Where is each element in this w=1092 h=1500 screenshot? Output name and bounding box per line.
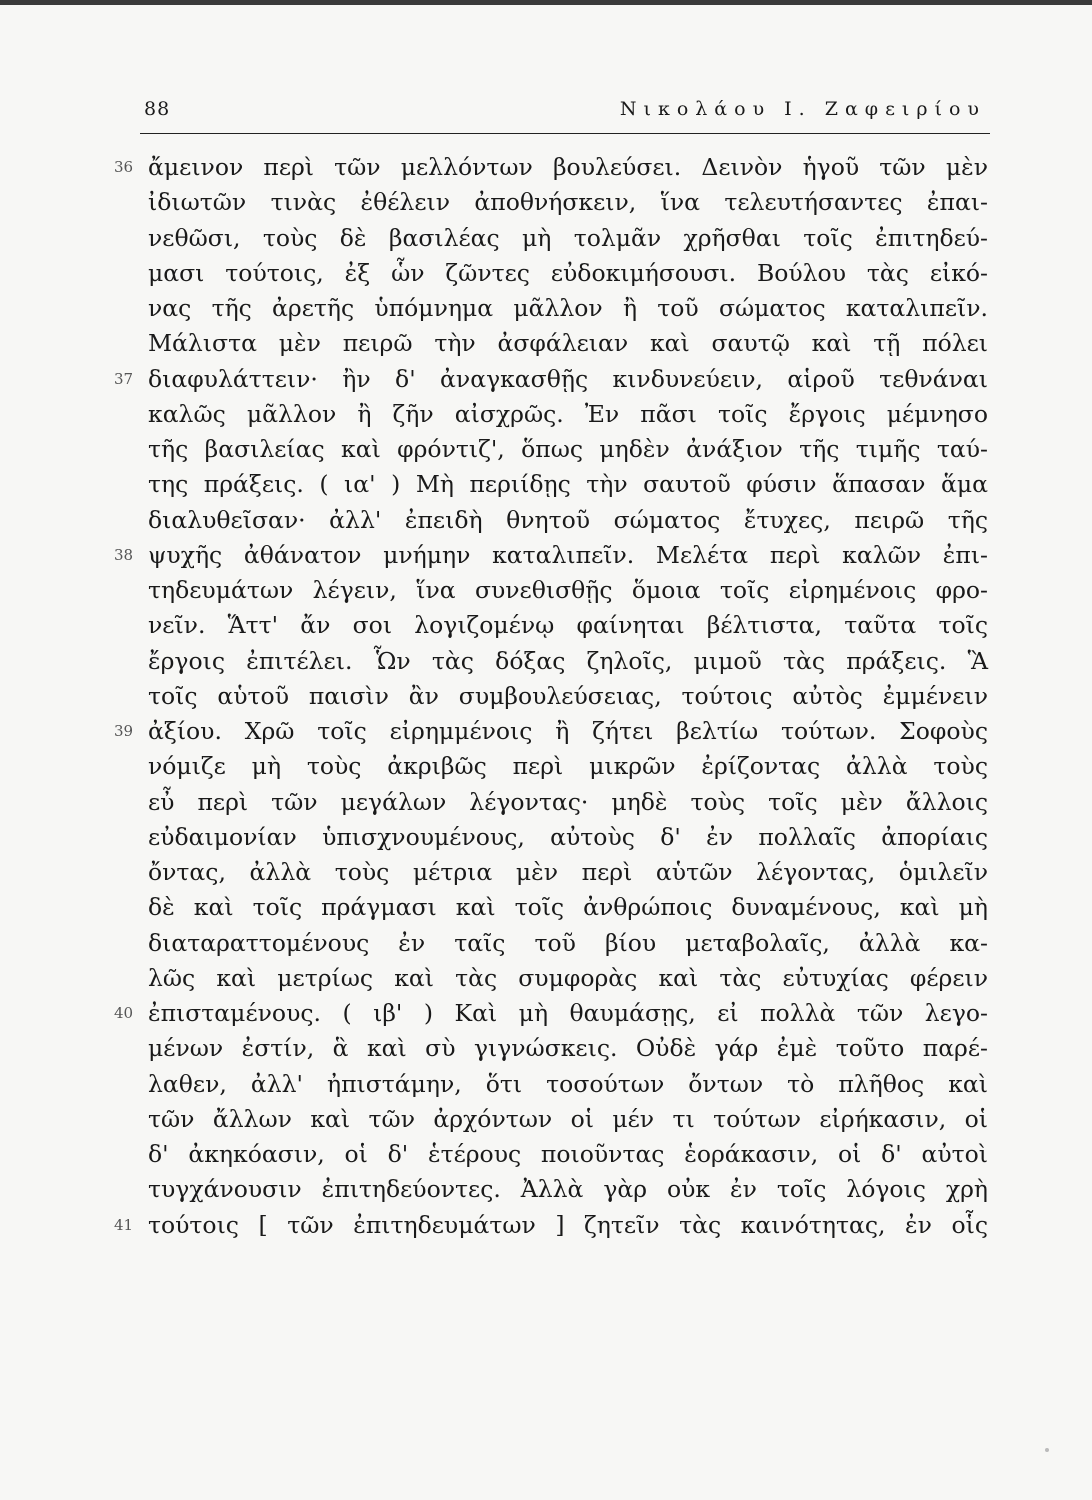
text-line — [148, 503, 988, 538]
text-line — [148, 467, 988, 502]
line-text: διαφυλάττειν· ἢν δ' ἀναγκασθῇς κινδυνεύειν, αἱροῦ τεθνάναι — [148, 364, 988, 393]
text-line — [148, 1102, 988, 1137]
line-text: τοῖς αὑτοῦ παισὶν ἂν συμβουλεύσειας, τούτοις αὐτὸς ἐμμένειν — [148, 681, 988, 710]
line-text: μένων ἐστίν, ἃ καὶ σὺ γιγνώσκεις. Οὐδὲ γάρ ἐμὲ τοῦτο παρέ- — [148, 1034, 988, 1063]
line-text: ἀξίου. Χρῶ τοῖς εἰρημμένοις ἢ ζήτει βελτίω τούτων. Σοφοὺς — [148, 717, 988, 745]
text-line — [148, 256, 988, 291]
text-line — [114, 714, 988, 749]
section-number: 38 — [114, 545, 134, 564]
text-line — [148, 573, 988, 608]
text-line — [114, 538, 988, 573]
line-text: νας τῆς ἀρετῆς ὑπόμνημα μᾶλλον ἢ τοῦ σώματος καταλιπεῖν. — [148, 294, 988, 322]
line-text: τυγχάνουσιν ἐπιτηδεύοντες. Ἀλλὰ γὰρ οὐκ ἐν τοῖς λόγοις χρὴ — [148, 1175, 988, 1204]
line-text: νόμιζε μὴ τοὺς ἀκριβῶς περὶ μικρῶν ἐρίζοντας ἀλλὰ τοὺς — [148, 752, 988, 781]
text-line — [148, 855, 988, 890]
text-line — [148, 608, 988, 643]
text-line — [114, 362, 988, 397]
text-line — [148, 890, 988, 925]
section-number: 39 — [114, 722, 134, 740]
line-text: τῆς βασιλείας καὶ φρόντιζ', ὅπως μηδὲν ἀνάξιον τῆς τιμῆς ταύ- — [148, 435, 988, 463]
line-text: εὐδαιμονίαν ὑπισχνουμένους, αὐτοὺς δ' ἐν πολλαῖς ἀπορίαις — [148, 822, 988, 851]
page-number: 88 — [144, 98, 171, 120]
line-text: ἄμεινον περὶ τῶν μελλόντων βουλεύσει. Δεινὸν ἡγοῦ τῶν μὲν — [148, 153, 988, 181]
line-text: ὄντας, ἀλλὰ τοὺς μέτρια μὲν περὶ αὑτῶν λέγοντας, ὁμιλεῖν — [148, 858, 988, 886]
line-text: τηδευμάτων λέγειν, ἵνα συνεθισθῇς ὅμοια τοῖς εἰρημένοις φρο- — [148, 576, 988, 604]
text-line — [148, 820, 988, 855]
line-text: δ' ἀκηκόασιν, οἱ δ' ἑτέρους ποιοῦντας ἑοράκασιν, οἱ δ' αὐτοὶ — [148, 1140, 988, 1168]
line-text: νεῖν. Ἅττ' ἄν σοι λογιζομένῳ φαίνηται βέλτιστα, ταῦτα τοῖς — [148, 611, 988, 640]
scan-speck — [1045, 1448, 1049, 1452]
section-number: 37 — [114, 369, 134, 388]
scan-edge — [0, 0, 1092, 5]
text-line — [148, 185, 988, 220]
text-line — [148, 291, 988, 326]
text-line — [148, 644, 988, 679]
text-line — [148, 679, 988, 714]
header-rule — [140, 133, 990, 134]
line-text: δὲ καὶ τοῖς πράγμασι καὶ τοῖς ἀνθρώποις δυναμένους, καὶ μὴ — [148, 893, 988, 922]
text-line — [148, 961, 988, 996]
section-number: 41 — [114, 1215, 134, 1234]
line-text: Μάλιστα μὲν πειρῶ τὴν ἀσφάλειαν καὶ σαυτῷ καὶ τῇ πόλει — [148, 329, 988, 358]
page-header — [140, 98, 990, 128]
body-text — [114, 150, 988, 1243]
text-line — [148, 326, 988, 361]
section-number: 40 — [114, 1004, 134, 1022]
line-text: λαθεν, ἀλλ' ἠπιστάμην, ὅτι τοσούτων ὄντων τὸ πλῆθος καὶ — [148, 1069, 988, 1098]
line-text: μασι τούτοις, ἐξ ὧν ζῶντες εὐδοκιμήσουσι. Βούλου τὰς εἰκό- — [148, 258, 988, 287]
section-number: 36 — [114, 158, 134, 176]
line-text: λῶς καὶ μετρίως καὶ τὰς συμφορὰς καὶ τὰς εὐτυχίας φέρειν — [148, 963, 988, 992]
text-line — [114, 150, 988, 185]
line-text: διαλυθεῖσαν· ἀλλ' ἐπειδὴ θνητοῦ σώματος ἔτυχες, πειρῶ τῆς — [148, 505, 988, 534]
line-text: ἐπισταμένους. ( ιβ' ) Καὶ μὴ θαυμάσῃς, εἰ πολλὰ τῶν λεγο- — [148, 999, 988, 1027]
line-text: ψυχῆς ἀθάνατον μνήμην καταλιπεῖν. Μελέτα περὶ καλῶν ἐπι- — [148, 540, 988, 569]
text-line — [148, 397, 988, 432]
text-line — [114, 1208, 988, 1243]
text-line — [114, 996, 988, 1031]
line-text: ἔργοις ἐπιτέλει. Ὧν τὰς δόξας ζηλοῖς, μιμοῦ τὰς πράξεις. Ἃ — [148, 646, 988, 675]
text-line — [148, 749, 988, 784]
text-line — [148, 1172, 988, 1207]
line-text: καλῶς μᾶλλον ἢ ζῆν αἰσχρῶς. Ἐν πᾶσι τοῖς ἔργοις μέμνησο — [148, 399, 988, 428]
text-line — [148, 221, 988, 256]
text-line — [148, 1067, 988, 1102]
text-line — [148, 432, 988, 467]
text-line — [148, 926, 988, 961]
text-line — [148, 1137, 988, 1172]
line-text: νεθῶσι, τοὺς δὲ βασιλέας μὴ τολμᾶν χρῆσθαι τοῖς ἐπιτηδεύ- — [148, 223, 988, 252]
text-line — [148, 1031, 988, 1066]
line-text: ἰδιωτῶν τινὰς ἐθέλειν ἀποθνήσκειν, ἵνα τελευτήσαντες ἐπαι- — [148, 188, 988, 217]
line-text: διαταραττομένους ἐν ταῖς τοῦ βίου μεταβολαῖς, ἀλλὰ κα- — [148, 928, 988, 957]
running-title: Νικολάου Ι. Ζαφειρίου — [619, 98, 986, 120]
line-text: τούτοις [ τῶν ἐπιτηδευμάτων ] ζητεῖν τὰς καινότητας, ἐν οἷς — [148, 1210, 988, 1239]
text-line — [148, 785, 988, 820]
line-text: της πράξεις. ( ια' ) Μὴ περιίδῃς τὴν σαυτοῦ φύσιν ἅπασαν ἅμα — [148, 470, 988, 499]
line-text: εὖ περὶ τῶν μεγάλων λέγοντας· μηδὲ τοὺς τοῖς μὲν ἄλλοις — [148, 787, 988, 816]
line-text: τῶν ἄλλων καὶ τῶν ἀρχόντων οἱ μέν τι τούτων εἰρήκασιν, οἱ — [148, 1104, 988, 1133]
